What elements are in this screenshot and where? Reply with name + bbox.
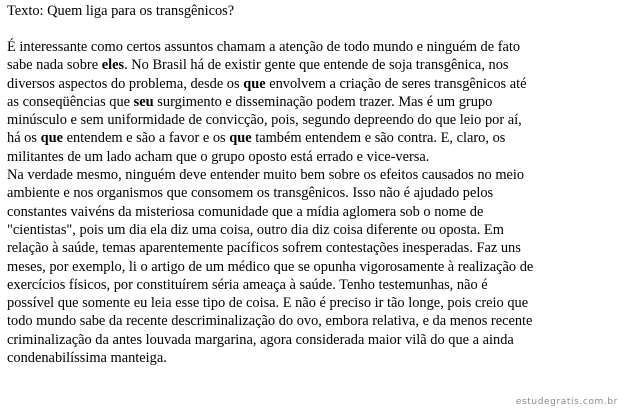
body-line [7, 331, 619, 349]
text-segment: Na verdade mesmo, ninguém deve entender muito bem sobre os efeitos causados no meio [7, 167, 525, 184]
bold-word: seu [133, 93, 154, 110]
text-segment: É interessante como certos assuntos chamam a atenção de todo mundo e ninguém de fato [7, 39, 521, 55]
site-watermark: estudegratis.com.br [515, 397, 618, 407]
body-line [7, 148, 619, 166]
body-line [7, 276, 619, 294]
text-segment: exercícios físicos, por constituírem séria ameaça à saúde. Tenho testemunhas, não é [7, 276, 488, 293]
text-segment: constantes vaivéns da misteriosa comunidade que a mídia aglomera sob o nome de [7, 203, 484, 220]
text-segment: também entendem e são contra. E, claro, os [251, 130, 506, 147]
text-segment: possível que somente eu leia esse tipo de coisa. E não é preciso ir tão longe, pois creio que [7, 295, 529, 312]
bold-word: eles [101, 57, 125, 74]
body-line [7, 203, 619, 221]
body-line [7, 166, 619, 184]
body-line [7, 129, 619, 147]
text-segment: . No Brasil há de existir gente que entende de soja transgênica, nos [124, 57, 509, 74]
text-segment: sabe nada sobre [7, 57, 102, 74]
text-segment: todo mundo sabe da recente descriminalização do ovo, embora relativa, e da menos recente [7, 313, 533, 330]
body-line [7, 93, 619, 111]
body-line [7, 239, 619, 257]
text-segment: entendem e são a favor e os [62, 130, 230, 147]
text-segment: militantes de um lado acham que o grupo oposto está errado e vice-versa. [7, 148, 430, 165]
text-segment: "cientistas", pois um dia ela diz uma coisa, outro dia diz coisa diferente ou oposta. Em [7, 221, 504, 238]
text-segment: condenabilíssima manteiga. [7, 350, 167, 367]
bold-word: que [229, 130, 252, 147]
text-segment: diversos aspectos do problema, desde os [7, 75, 244, 92]
document-title: Texto: Quem liga para os transgênicos? [7, 3, 235, 19]
text-segment: envolvem a criação de seres transgênicos até [265, 75, 527, 92]
text-segment: ambiente e nos organismos que consomem os transgênicos. Isso não é ajudado pelos [7, 185, 494, 202]
text-segment: meses, por exemplo, li o artigo de um médico que se opunha vigorosamente à realização de [7, 258, 534, 275]
body-line [7, 56, 619, 74]
body-line [7, 184, 619, 202]
body-line [7, 75, 619, 93]
text-segment: há os [7, 130, 41, 147]
text-segment: minúsculo e sem uniformidade de convicção, pois, segundo depreendo do que leio por aí, [7, 112, 522, 129]
body-line [7, 312, 619, 330]
body-line [7, 111, 619, 129]
body-line [7, 258, 619, 276]
text-segment: criminalização da antes louvada margarina, agora considerada maior vilã do que a ainda [7, 331, 514, 348]
text-segment: relação à saúde, temas aparentemente pacíficos sofrem contestações inesperadas. Faz uns [7, 240, 521, 257]
document-body [7, 38, 619, 367]
text-segment: surgimento e disseminação podem trazer. Mas é um grupo [153, 93, 493, 110]
body-line [7, 38, 619, 56]
document-page [7, 0, 619, 367]
text-segment: as conseqüências que [7, 93, 134, 110]
body-line [7, 294, 619, 312]
bold-word: que [40, 130, 63, 147]
blank-line [7, 20, 619, 38]
body-line [7, 349, 619, 367]
bold-word: que [243, 75, 266, 92]
body-line [7, 221, 619, 239]
